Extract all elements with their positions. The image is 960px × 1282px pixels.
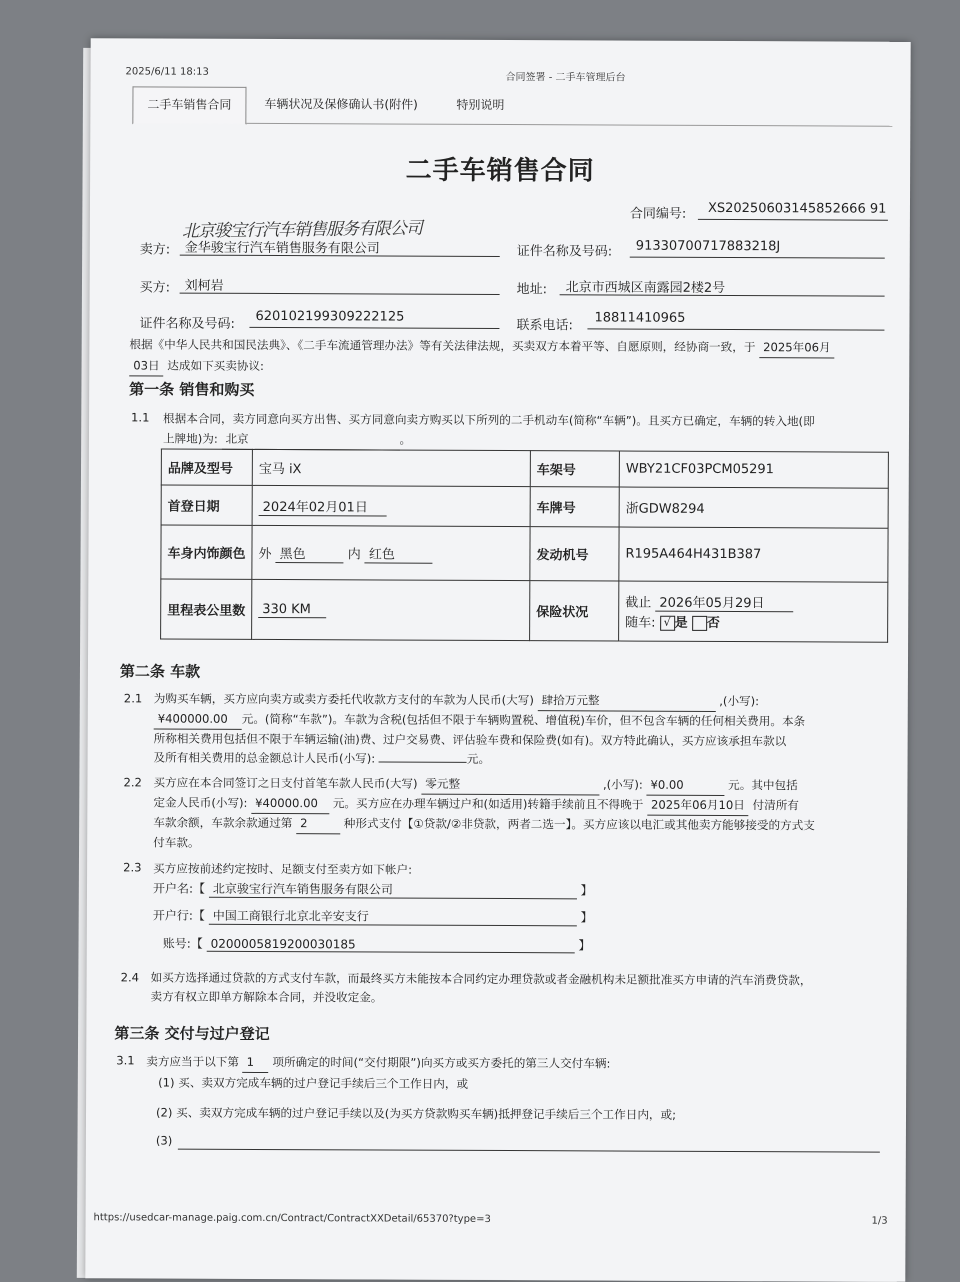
color-cell [252,525,530,580]
address-underline [560,294,885,296]
clause-2-2-text-e: 元。买方应在办理车辆过户和(如适用)转籍手续前且不得晚于 [332,796,644,812]
delivery-option-2: (2) 买、卖双方完成车辆的过户登记手续以及(为买方贷款购买车辆)抵押登记手续后三个工作日内，或; [155,1105,677,1122]
print-footer-url: https://usedcar-manage.paig.com.cn/Contract/ContractXXDetail/65370?type=3 [93,1212,491,1225]
account-bank-label: 开户行:【 [152,908,205,923]
document-title: 二手车销售合同 [405,155,595,187]
interior-prefix: 内 [347,546,361,562]
address-label: 地址: [516,282,548,298]
payment-method: 2 [296,814,340,834]
print-datetime: 2025/6/11 18:13 [125,66,209,78]
section-2-title: 第二条 车款 [119,662,201,681]
yes-checkbox[interactable]: √ [660,616,675,631]
total-amount-blank [379,761,467,762]
clause-2-2-text-h: 种形式支付【①贷款/②非贷款，两者二选一】。买方应该以电汇或其他卖方能够接受的方式支 [343,816,815,833]
brand-value: 宝马 iX [252,449,530,486]
contract-no: XS20250603145852666 91 [707,200,887,217]
intro-text: 根据《中华人民共和国民法典》、《二手车流通管理办法》等有关法律法规，买卖双方本着平等、自愿原则，经协商一致，于 [129,337,756,355]
insurance-until-date: 2026年05月29日 [655,592,793,613]
interior-color: 红色 [365,543,433,563]
yes-label: 是 [674,615,688,631]
deposit-amount: ¥40000.00 [251,794,329,814]
engine-label: 发动机号 [530,527,619,581]
clause-2-1 [154,689,892,770]
account-name-row [153,879,593,899]
clause-2-2-text-d: 定金人民币(小写): [153,795,248,810]
first-payment-amount: ¥0.00 [646,776,724,796]
account-bank-row [153,906,593,926]
clause-2-2-text-g: 车款余额，车款余款通过第 [153,815,293,831]
intro-end: 达成如下买卖协议: [167,358,265,373]
first-reg-label: 首登日期 [161,485,252,525]
buyer-label: 买方: [139,280,171,296]
no-label: 否 [706,615,720,631]
intro-paragraph [129,334,889,379]
section-1-title: 第一条 销售和购买 [129,380,255,399]
phone-underline [587,328,884,330]
clause-2-2-text-i: 付车款。 [153,835,200,850]
clause-1-1-text-b: 上牌地)为: [162,431,218,446]
contract-no-label: 合同编号: [629,206,687,222]
tab-vehicle-condition[interactable]: 车辆状况及保修确认书(附件) [264,96,418,112]
clause-3-1-number: 3.1 [116,1053,135,1068]
engine-value: R195A464H431B387 [619,527,888,582]
clause-2-1-text-c: 元。(简称“车款”)。车款为含税(包括但不限于车辆购置税、增值税)车价，但不包含车辆的任何相关费用。本条 [241,711,806,729]
insurance-cell [619,581,888,642]
buyer-name: 刘柯岩 [184,278,224,294]
contract-no-underline [698,219,888,221]
clause-2-1-text-b: ,(小写): [719,693,760,709]
clause-2-1-text-d: 所称相关费用包括但不限于车辆运输(油)费、过户交易费、评估验车费和保险费(如有)。双方特此确认，买方应该承担车款以 [153,731,787,749]
phone-label: 联系电话: [516,318,573,334]
clause-1-1-end: 。 [399,432,412,447]
clause-2-1-number: 2.1 [123,691,143,706]
plate-value: 浙GDW8294 [619,487,888,528]
buyer-underline [180,293,500,295]
buyer-id-label: 证件名称及号码: [139,316,235,332]
mileage-value: 330 KM [258,601,326,617]
clause-2-4-text-b: 卖方有权立即单方解除本合同，并没收定金。 [150,989,383,1005]
seller-label: 卖方: [139,242,171,258]
delivery-option-number: 1 [243,1052,269,1073]
color-label: 车身内饰颜色 [161,525,252,579]
insurance-label: 保险状况 [530,581,619,641]
clause-2-4 [150,968,892,1009]
plate-label: 车牌号 [530,487,619,527]
delivery-option-1: (1) 买、卖双方完成车辆的过户登记手续后三个工作日内，或 [158,1075,469,1091]
first-payment-in-words: 零元整 [421,775,599,796]
seller-id-label: 证件名称及号码: [516,244,613,260]
clause-2-4-number: 2.4 [120,970,140,985]
clause-2-1-text-f: 元。 [466,751,491,766]
print-page-title: 合同签署 - 二手车管理后台 [505,72,626,84]
tab-sales-contract[interactable]: 二手车销售合同 [132,86,246,124]
clause-2-1-text-e: 及所有相关费用的总金额总计人民币(小写): [153,750,376,766]
contract-page [85,38,910,1282]
mileage-cell [252,579,530,640]
vin-label: 车架号 [530,451,619,487]
account-number-row [163,935,591,954]
seller-underline [180,255,500,257]
tab-special-notes[interactable]: 特别说明 [456,97,505,113]
with-car-label: 随车: [625,615,656,631]
buyer-id: 620102199309222125 [255,308,405,325]
vin-value: WBY21CF03PCM05291 [619,451,888,488]
clause-1-1 [163,409,893,453]
exterior-color: 黑色 [276,543,344,563]
buyer-id-underline [249,327,499,329]
registration-city: 北京 [221,429,399,451]
vehicle-info-table [160,449,889,643]
exterior-prefix: 外 [258,546,272,562]
clause-2-2-text-a: 买方应在本合同签订之日支付首笔车款人民币(大写) [153,775,418,791]
delivery-option-3-line [178,1149,880,1153]
seller-id-underline [630,257,885,259]
section-3-title: 第三条 交付与过户登记 [114,1024,270,1044]
payment-deadline: 2025年06月10日 [647,796,749,816]
account-bank: 中国工商银行北京北辛安支行 [209,907,577,927]
account-number: 0200005819200030185 [207,937,575,954]
account-bank-bracket: 】 [580,910,593,925]
clause-1-1-number: 1.1 [131,410,150,425]
price-in-words: 肆拾万元整 [538,691,716,712]
clause-2-1-text-a: 为购买车辆，买方应向卖方或卖方委托代收款方支付的车款为人民币(大写) [153,691,534,708]
clause-2-3-text: 买方应按前述约定按时、足额支付至卖方如下帐户: [153,861,413,877]
clause-2-4-text-a: 如买方选择通过贷款的方式支付车款，而最终买方未能按本合同约定办理贷款或者金融机构未足额批准买方申请的汽车消费贷款， [150,970,812,988]
clause-2-2-number: 2.2 [123,775,142,790]
clause-2-2 [153,773,891,855]
account-number-bracket: 】 [578,938,591,953]
signing-date-part1: 2025年06月 [759,337,835,358]
first-reg-cell [252,485,530,526]
account-name-label: 开户名:【 [152,881,206,896]
seller-id: 91330700717883218J [635,238,781,255]
clause-2-2-text-f: 付清所有 [752,798,799,813]
first-reg-value: 2024年02月01日 [259,495,387,516]
clause-2-2-text-c: 元。其中包括 [728,778,798,793]
clause-1-1-text: 根据本合同，卖方同意向买方出售、买方同意向卖方购买以下所列的二手机动车(简称“车辆”)。且买方已确定，车辆的转入地(即 [163,411,815,429]
price-amount: ¥400000.00 [154,709,242,729]
clause-2-2-text-b: ,(小写): [602,777,643,792]
clause-2-3-number: 2.3 [123,860,142,875]
mileage-label: 里程表公里数 [161,579,252,639]
no-checkbox[interactable] [692,616,707,631]
clause-3-1-text-a: 卖方应当于以下第 [146,1054,240,1069]
account-name-bracket: 】 [580,883,593,898]
signing-date-part2: 03日 [129,355,163,376]
print-page-number: 1/3 [871,1215,888,1227]
insurance-until-prefix: 截止 [625,595,652,611]
buyer-address: 北京市西城区南露园2楼2号 [565,280,726,296]
delivery-option-3: (3) [155,1133,173,1148]
clause-3-1-text-b: 项所确定的时间(“交付期限”)向买方或买方委托的第三人交付车辆: [272,1055,611,1071]
account-name: 北京骏宝行汽车销售服务有限公司 [209,880,577,900]
seller-handwritten-name: 北京骏宝行汽车销售服务有限公司 [181,218,423,242]
brand-label: 品牌及型号 [161,449,252,485]
buyer-phone: 18811410965 [594,310,686,326]
tab-bar [132,86,892,126]
account-number-label: 账号:【 [162,936,203,951]
seller-name: 金华骏宝行汽车销售服务有限公司 [184,240,380,257]
